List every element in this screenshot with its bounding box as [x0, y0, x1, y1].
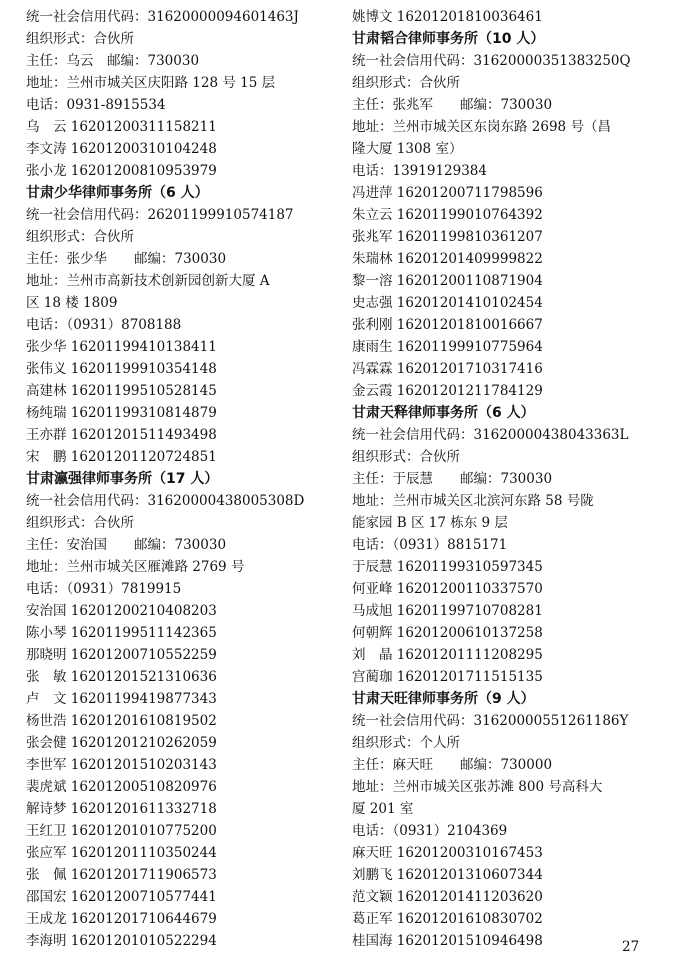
text-line: 张 敏 16201201521310636	[26, 669, 217, 685]
text-line: 卢 文 16201199419877343	[26, 691, 217, 707]
firm-heading: 甘肃天释律师事务所（6 人）	[352, 405, 535, 421]
text-line: 统一社会信用代码：31620000094601463J	[26, 9, 299, 25]
page-number: 27	[622, 939, 640, 955]
text-line: 电话：（0931）2104369	[352, 823, 508, 839]
text-line: 地址：兰州市城关区北滨河东路 58 号陇	[352, 493, 594, 509]
text-line: 主任：乌云 邮编：730030	[26, 53, 200, 69]
text-line: 那晓明 16201200710552259	[26, 647, 217, 663]
text-line: 主任：安治国 邮编：730030	[26, 537, 227, 553]
text-line: 地址：兰州市城关区雁滩路 2769 号	[26, 559, 245, 575]
text-line: 统一社会信用代码：31620000438005308D	[26, 493, 305, 509]
text-line: 李海明 16201201010522294	[26, 933, 217, 949]
text-line: 统一社会信用代码：26201199910574187	[26, 207, 294, 223]
text-line: 何亚峰 16201200110337570	[352, 581, 543, 597]
text-line: 史志强 16201201410102454	[352, 295, 543, 311]
left-column	[26, 6, 344, 952]
text-line: 麻天旺 16201200310167453	[352, 845, 543, 861]
text-line: 张少华 16201199410138411	[26, 339, 217, 355]
text-line: 宫蔺珈 16201201711515135	[352, 669, 543, 685]
text-line: 康雨生 16201199910775964	[352, 339, 543, 355]
text-line: 组织形式：合伙所	[26, 515, 134, 531]
text-line: 王成龙 16201201710644679	[26, 911, 217, 927]
text-line: 区 18 楼 1809	[26, 295, 118, 311]
text-line: 组织形式：合伙所	[352, 449, 460, 465]
text-line: 地址：兰州市城关区东岗东路 2698 号（昌	[352, 119, 611, 135]
text-line: 张伟义 16201199910354148	[26, 361, 217, 377]
text-line: 电话：（0931）8708188	[26, 317, 182, 333]
text-line: 刘鹏飞 16201201310607344	[352, 867, 543, 883]
text-line: 厦 201 室	[352, 801, 414, 817]
text-line: 统一社会信用代码：31620000438043363L	[352, 427, 629, 443]
text-line: 王红卫 16201201010775200	[26, 823, 217, 839]
text-line: 李文涛 16201200310104248	[26, 141, 217, 157]
text-line: 张 佩 16201201711906573	[26, 867, 217, 883]
text-line: 电话：（0931）7819915	[26, 581, 182, 597]
text-line: 桂国海 16201201510946498	[352, 933, 543, 949]
text-line: 组织形式：个人所	[352, 735, 460, 751]
text-line: 姚博文 16201201810036461	[352, 9, 543, 25]
text-line: 陈小琴 16201199511142365	[26, 625, 217, 641]
text-line: 张应军 16201201110350244	[26, 845, 217, 861]
text-line: 组织形式：合伙所	[26, 229, 134, 245]
text-line: 电话：13919129384	[352, 163, 487, 179]
text-line: 乌 云 16201200311158211	[26, 119, 217, 135]
text-line: 安治国 16201200210408203	[26, 603, 217, 619]
text-line: 冯进萍 16201200711798596	[352, 185, 543, 201]
text-line: 裴虎斌 16201200510820976	[26, 779, 217, 795]
text-line: 何朝辉 16201200610137258	[352, 625, 543, 641]
firm-heading: 甘肃天旺律师事务所（9 人）	[352, 691, 535, 707]
text-line: 马成旭 16201199710708281	[352, 603, 543, 619]
text-line: 电话：0931-8915534	[26, 97, 166, 113]
text-line: 主任：于辰慧 邮编：730030	[352, 471, 553, 487]
text-line: 电话：（0931）8815171	[352, 537, 508, 553]
text-line: 主任：麻天旺 邮编：730000	[352, 757, 553, 773]
text-line: 张小龙 16201200810953979	[26, 163, 217, 179]
text-line: 刘 晶 16201201111208295	[352, 647, 543, 663]
text-line: 高建林 16201199510528145	[26, 383, 217, 399]
text-line: 张会健 16201201210262059	[26, 735, 217, 751]
text-line: 黎一溶 16201200110871904	[352, 273, 543, 289]
text-line: 宋 鹏 16201201120724851	[26, 449, 217, 465]
firm-heading: 甘肃少华律师事务所（6 人）	[26, 185, 209, 201]
text-line: 葛正军 16201201610830702	[352, 911, 543, 927]
text-line: 地址：兰州市城关区庆阳路 128 号 15 层	[26, 75, 276, 91]
text-line: 冯霖霖 16201201710317416	[352, 361, 543, 377]
text-line: 主任：张少华 邮编：730030	[26, 251, 227, 267]
text-line: 杨纯瑞 16201199310814879	[26, 405, 217, 421]
text-line: 张兆军 16201199810361207	[352, 229, 543, 245]
text-line: 朱立云 16201199010764392	[352, 207, 543, 223]
firm-heading: 甘肃瀛强律师事务所（17 人）	[26, 471, 219, 487]
text-line: 组织形式：合伙所	[26, 31, 134, 47]
right-column	[352, 6, 662, 952]
text-line: 地址：兰州市城关区张苏滩 800 号高科大	[352, 779, 603, 795]
text-line: 朱瑞林 16201201409999822	[352, 251, 543, 267]
text-line: 统一社会信用代码：31620000551261186Y	[352, 713, 629, 729]
text-line: 王亦群 16201201511493498	[26, 427, 217, 443]
text-line: 杨世浩 16201201610819502	[26, 713, 217, 729]
text-line: 张利刚 16201201810016667	[352, 317, 543, 333]
text-line: 金云霞 16201201211784129	[352, 383, 543, 399]
text-line: 统一社会信用代码：31620000351383250Q	[352, 53, 631, 69]
text-line: 李世军 16201201510203143	[26, 757, 217, 773]
text-line: 地址：兰州市高新技术创新园创新大厦 A	[26, 273, 270, 289]
text-line: 解诗梦 16201201611332718	[26, 801, 217, 817]
text-line: 范文颖 16201201411203620	[352, 889, 543, 905]
text-line: 隆大厦 1308 室）	[352, 141, 463, 157]
text-line: 组织形式：合伙所	[352, 75, 460, 91]
text-line: 邵国宏 16201200710577441	[26, 889, 217, 905]
firm-heading: 甘肃韬合律师事务所（10 人）	[352, 31, 545, 47]
text-line: 于辰慧 16201199310597345	[352, 559, 543, 575]
text-line: 主任：张兆军 邮编：730030	[352, 97, 553, 113]
text-line: 能家园 B 区 17 栋东 9 层	[352, 515, 508, 531]
